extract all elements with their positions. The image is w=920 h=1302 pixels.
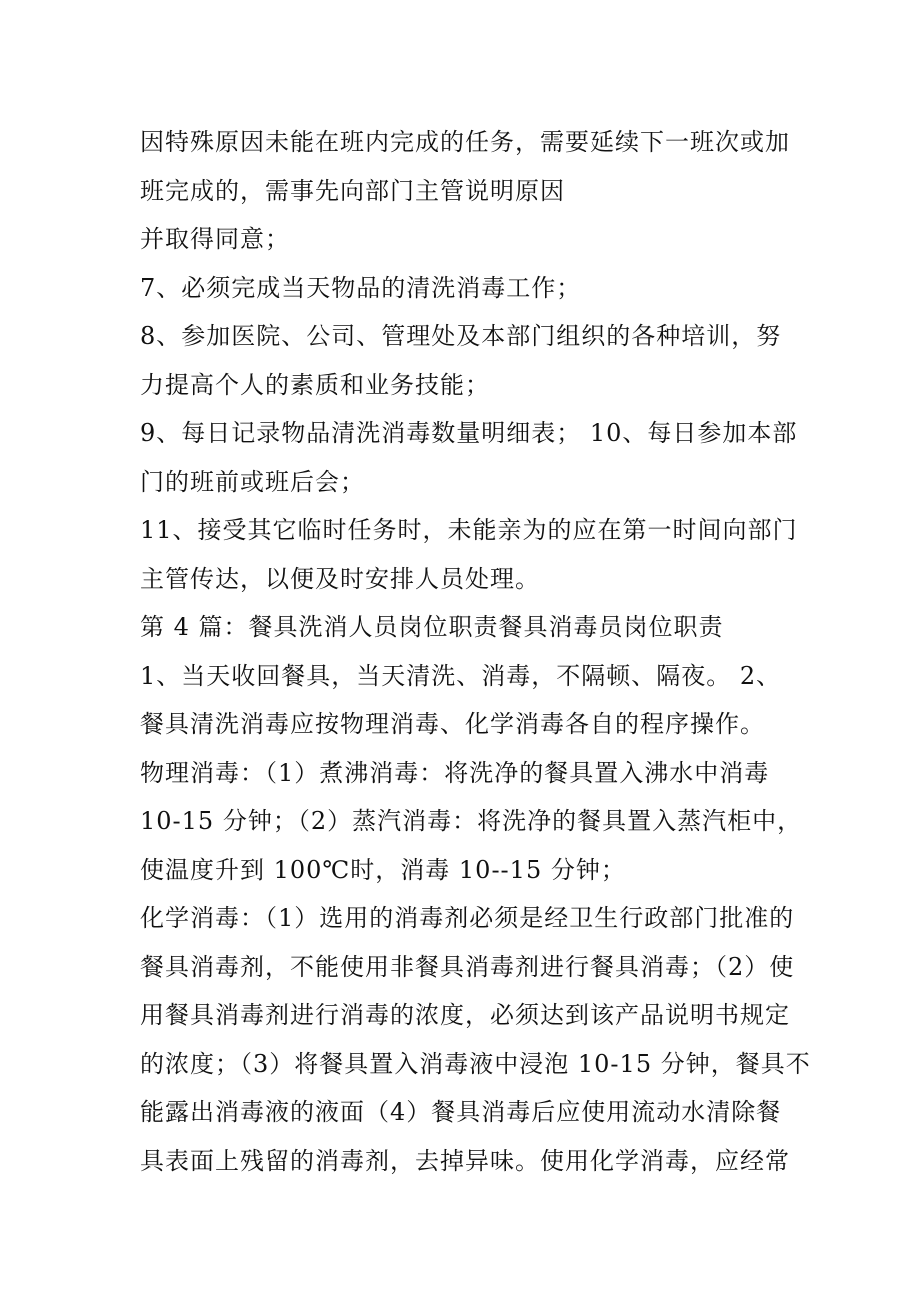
text-line: 餐具清洗消毒应按物理消毒、化学消毒各自的程序操作。 [140, 710, 765, 738]
text-line: 班完成的，需事先向部门主管说明原因 [140, 176, 565, 205]
document-body [140, 118, 811, 1185]
text-line: 门的班前或班后会； [140, 467, 365, 496]
text-line: 用餐具消毒剂进行消毒的浓度，必须达到该产品说明书规定 [140, 1001, 790, 1029]
text-line: 9、每日记录物品清洗消毒数量明细表； 10、每日参加本部 [140, 419, 798, 447]
text-line: 并取得同意； [140, 225, 290, 253]
text-line: 因特殊原因未能在班内完成的任务，需要延续下一班次或加 [140, 128, 790, 156]
text-line: 的浓度；（3）将餐具置入消毒液中浸泡 10-15 分钟，餐具不 [140, 1049, 811, 1078]
text-line: 化学消毒：（1）选用的消毒剂必须是经卫生行政部门批准的 [140, 904, 795, 932]
text-line: 物理消毒：（1）煮沸消毒：将洗净的餐具置入沸水中消毒 [140, 758, 770, 787]
section-heading: 第 4 篇：餐具洗消人员岗位职责餐具消毒员岗位职责 [140, 613, 724, 641]
text-line: 7、必须完成当天物品的清洗消毒工作； [140, 273, 582, 302]
text-line: 餐具消毒剂，不能使用非餐具消毒剂进行餐具消毒；（2）使 [140, 952, 795, 981]
text-line: 主管传达，以便及时安排人员处理。 [140, 564, 540, 593]
text-line: 10-15 分钟；（2）蒸汽消毒：将洗净的餐具置入蒸汽柜中， [140, 807, 803, 835]
text-line: 11、接受其它临时任务时，未能亲为的应在第一时间向部门 [140, 516, 798, 544]
text-line: 能露出消毒液的液面（4）餐具消毒后应使用流动水清除餐 [140, 1098, 782, 1126]
text-line: 具表面上残留的消毒剂，去掉异味。使用化学消毒，应经常 [140, 1146, 790, 1175]
text-line: 力提高个人的素质和业务技能； [140, 370, 490, 399]
text-line: 1、当天收回餐具，当天清洗、消毒，不隔顿、隔夜。 2、 [140, 661, 782, 690]
text-line: 8、参加医院、公司、管理处及本部门组织的各种培训，努 [140, 322, 782, 350]
text-line: 使温度升到 100℃时，消毒 10--15 分钟； [140, 855, 626, 884]
